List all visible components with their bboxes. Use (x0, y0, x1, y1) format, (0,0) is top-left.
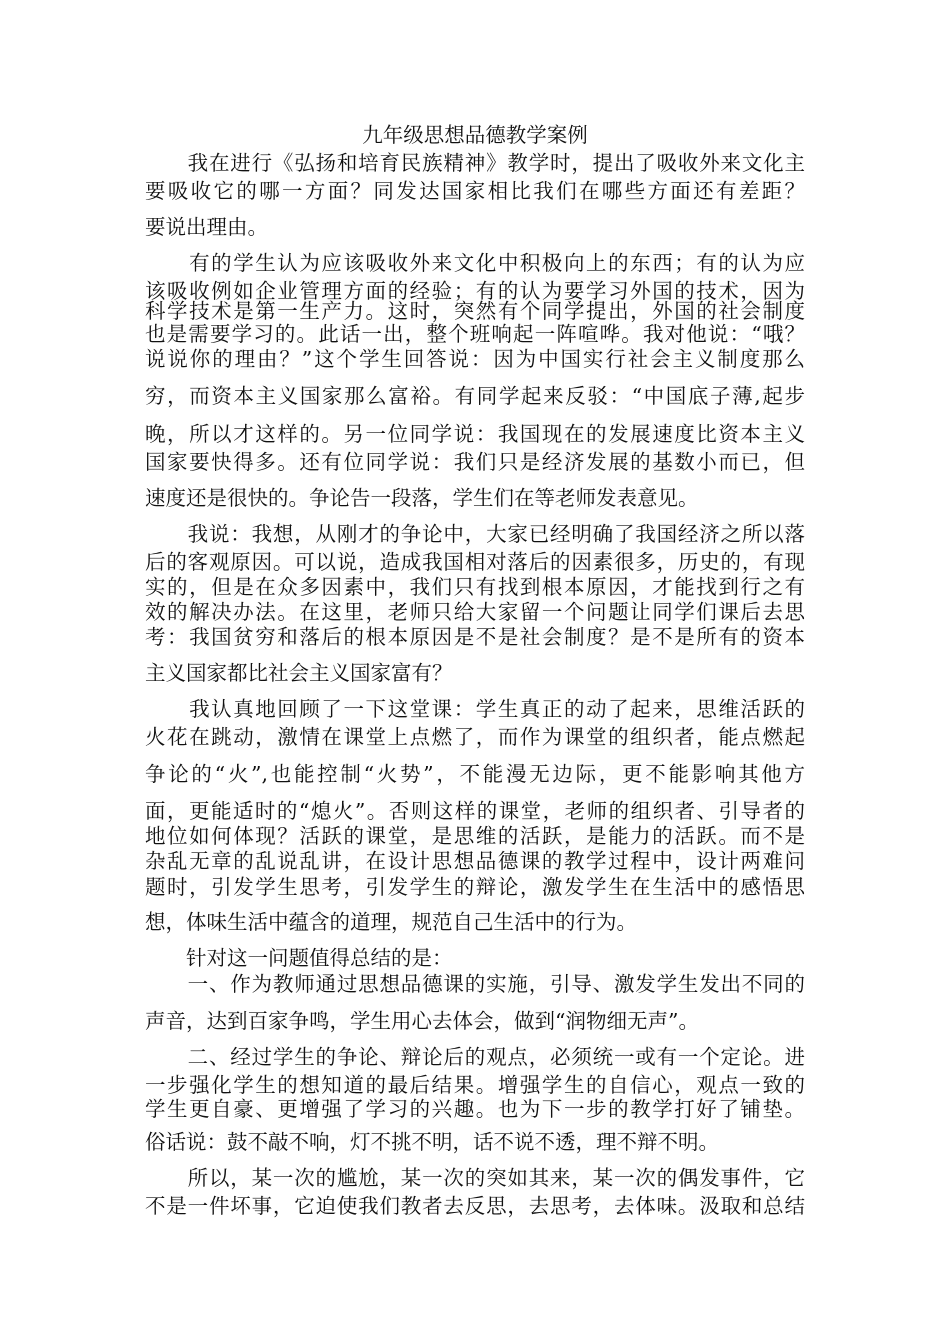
document-title: 九年级思想品德教学案例 (362, 123, 588, 147)
body-line: 针对这一问题值得总结的是： (145, 946, 453, 970)
body-line: 考：我国贫穷和落后的根本原因是不是社会制度？是不是所有的资本 (145, 625, 805, 649)
body-line: 后的客观原因。可以说，造成我国相对落后的因素很多，历史的，有现 (145, 550, 805, 574)
body-line: 想，体味生活中蕴含的道理，规范自己生活中的行为。 (145, 910, 637, 934)
body-line: 要吸收它的哪一方面？同发达国家相比我们在哪些方面还有差距？ (145, 179, 805, 203)
body-line: 说说你的理由？”这个学生回答说：因为中国实行社会主义制度那么 (145, 347, 805, 371)
body-line: 面，更能适时的“熄火”。否则这样的课堂，老师的组织者、引导者的 (145, 799, 805, 823)
body-line: 效的解决办法。在这里，老师只给大家留一个问题让同学们课后去思 (145, 600, 805, 624)
body-line: 火花在跳动，激情在课堂上点燃了，而作为课堂的组织者，能点燃起 (145, 725, 805, 749)
body-line: 主义国家都比社会主义国家富有？ (145, 661, 453, 685)
body-line: 俗话说：鼓不敲不响，灯不挑不明，话不说不透，理不辩不明。 (145, 1130, 719, 1154)
body-line: 争论的“火”,也能控制“火势”，不能漫无边际，更不能影响其他方 (145, 762, 805, 786)
body-line: 该吸收例如企业管理方面的经验；有的认为要学习外国的技术，因为 (145, 279, 805, 303)
body-line: 国家要快得多。还有位同学说：我们只是经济发展的基数小而已，但 (145, 450, 805, 474)
body-line: 也是需要学习的。此话一出，整个班响起一阵喧哗。我对他说：“哦？ (145, 322, 805, 346)
body-line: 我在进行《弘扬和培育民族精神》教学时，提出了吸收外来文化主 (145, 151, 805, 175)
body-line: 地位如何体现？活跃的课堂，是思维的活跃，是能力的活跃。而不是 (145, 824, 805, 848)
body-line: 一步强化学生的想知道的最后结果。增强学生的自信心，观点一致的 (145, 1073, 805, 1097)
body-line: 晚，所以才这样的。另一位同学说：我国现在的发展速度比资本主义 (145, 422, 805, 446)
body-line: 穷，而资本主义国家那么富裕。有同学起来反驳：“中国底子薄,起步 (145, 384, 805, 408)
body-line: 所以，某一次的尴尬，某一次的突如其来，某一次的偶发事件，它 (145, 1166, 805, 1190)
body-line: 声音，达到百家争鸣，学生用心去体会，做到“润物细无声”。 (145, 1009, 699, 1033)
body-line: 不是一件坏事，它迫使我们教者去反思，去思考，去体味。汲取和总结 (145, 1194, 805, 1218)
body-line: 一、作为教师通过思想品德课的实施，引导、激发学生发出不同的 (145, 972, 805, 996)
body-line: 杂乱无章的乱说乱讲，在设计思想品德课的教学过程中，设计两难问 (145, 849, 805, 873)
body-line: 实的，但是在众多因素中，我们只有找到根本原因，才能找到行之有 (145, 575, 805, 599)
body-line: 学生更自豪、更增强了学习的兴趣。也为下一步的教学打好了铺垫。 (145, 1097, 805, 1121)
body-line: 要说出理由。 (145, 215, 268, 239)
body-line: 二、经过学生的争论、辩论后的观点，必须统一或有一个定论。进 (145, 1045, 805, 1069)
body-line: 速度还是很快的。争论告一段落，学生们在等老师发表意见。 (145, 486, 699, 510)
body-line: 我说：我想，从刚才的争论中，大家已经明确了我国经济之所以落 (145, 522, 805, 546)
body-line: 题时，引发学生思考，引发学生的辩论，激发学生在生活中的感悟思 (145, 875, 805, 899)
body-line: 有的学生认为应该吸收外来文化中积极向上的东西；有的认为应 (145, 251, 805, 275)
body-line: 我认真地回顾了一下这堂课：学生真正的动了起来，思维活跃的 (145, 697, 805, 721)
body-line: 科学技术是第一生产力。这时，突然有个同学提出，外国的社会制度 (145, 299, 805, 323)
